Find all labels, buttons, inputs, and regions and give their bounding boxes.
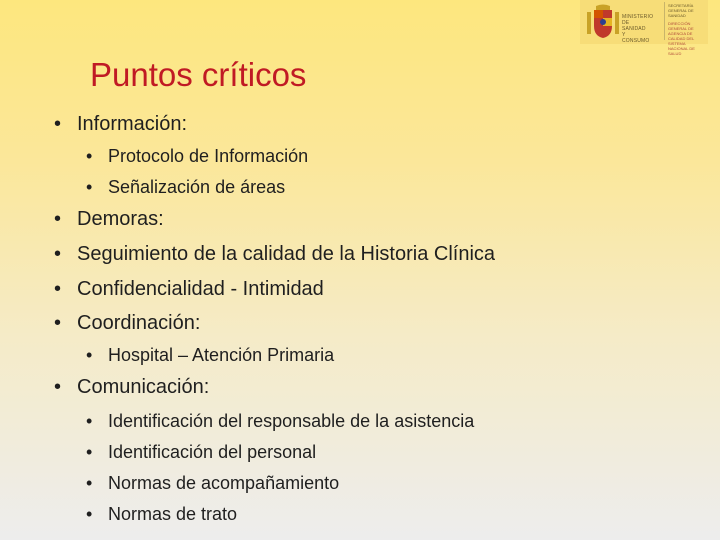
bullet-marker: • bbox=[86, 504, 93, 524]
bullet-marker: • bbox=[54, 208, 62, 230]
bullet-marker: • bbox=[86, 177, 93, 197]
gov-line-2: DIRECCIÓN GENERAL DE AGENCIA DE CALIDAD DEL SISTEMA NACIONAL DE SALUD bbox=[668, 21, 695, 56]
bullet-text: Coordinación: bbox=[77, 312, 201, 334]
bullet-marker: • bbox=[86, 345, 93, 365]
bullet-marker: • bbox=[86, 411, 93, 431]
gov-line-1: SECRETARÍA GENERAL DE SANIDAD bbox=[668, 3, 694, 18]
bullet-marker: • bbox=[54, 376, 62, 398]
slide-title: Puntos críticos bbox=[90, 56, 307, 93]
bullet-text: Normas de trato bbox=[108, 504, 238, 524]
bullet-text: Seguimiento de la calidad de la Historia Clínica bbox=[77, 243, 496, 265]
bullet-text: Información: bbox=[77, 113, 188, 135]
bullet-text: Normas de acompañamiento bbox=[108, 473, 340, 493]
bullet-marker: • bbox=[54, 243, 62, 265]
bullet-marker: • bbox=[54, 278, 62, 300]
ministry-name: MINISTERIO DE SANIDAD Y CONSUMO bbox=[622, 14, 654, 44]
bullet-marker: • bbox=[54, 113, 62, 135]
bullet-marker: • bbox=[86, 473, 93, 493]
bullet-text: Demoras: bbox=[77, 208, 164, 230]
bullet-text: Identificación del responsable de la asistencia bbox=[108, 411, 475, 431]
bullet-text: Señalización de áreas bbox=[108, 177, 286, 197]
bullet-marker: • bbox=[54, 312, 62, 334]
bullet-text: Confidencialidad - Intimidad bbox=[77, 278, 324, 300]
bullet-text: Identificación del personal bbox=[108, 442, 317, 462]
bullet-marker: • bbox=[86, 146, 93, 166]
bullet-text: Comunicación: bbox=[77, 376, 210, 398]
bullet-text: Protocolo de Información bbox=[108, 146, 309, 166]
bullet-marker: • bbox=[86, 442, 93, 462]
bullet-text: Hospital – Atención Primaria bbox=[108, 345, 335, 365]
